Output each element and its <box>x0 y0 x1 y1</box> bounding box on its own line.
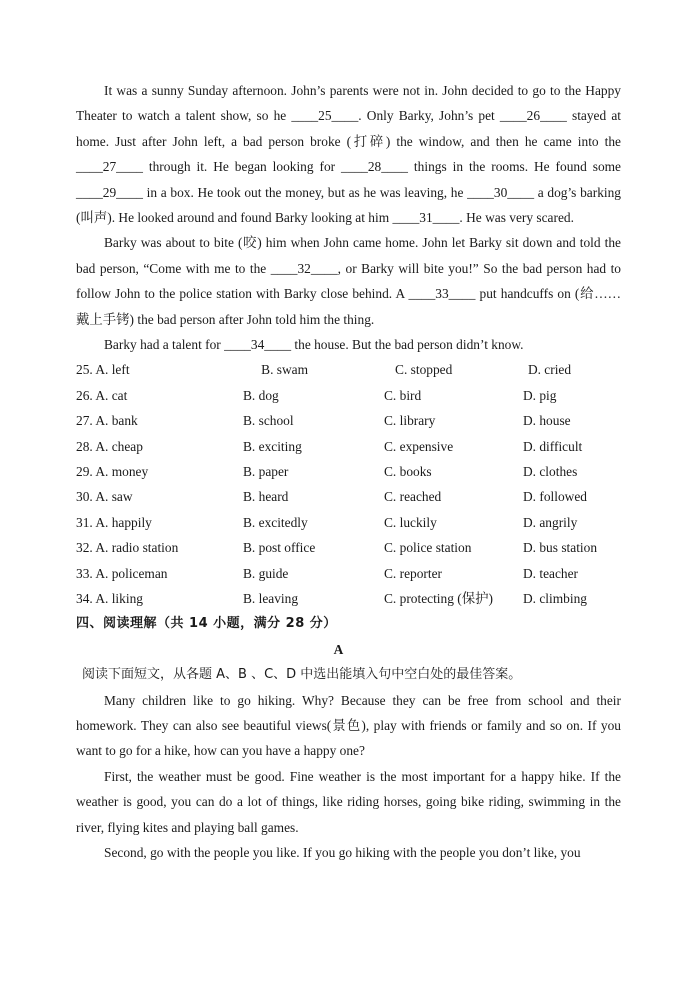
section-instruction: 阅读下面短文，从各题 A、B 、C、D 中选出能填入句中空白处的最佳答案。 <box>82 667 522 683</box>
option-a: 27. A. bank <box>76 413 138 429</box>
option-d: D. difficult <box>523 438 583 454</box>
options-row-31 <box>76 510 621 535</box>
option-b: B. school <box>243 413 294 429</box>
option-a: 31. A. happily <box>76 514 152 530</box>
option-c: C. books <box>384 464 432 480</box>
options-row-32 <box>76 535 621 560</box>
reading-paragraph-1: Many children like to go hiking. Why? Because they can be free from school and their homework. They can also see beautiful views(景色), play with friends or family and so on. If you want to go for a hike, how can you have a happy one? <box>76 692 621 759</box>
reading-paragraph-2: First, the weather must be good. Fine weather is the most important for a happy hike. If the weather is good, you can do a lot of things, like riding horses, going bike riding, swimming in the river, flying kites and playing ball games. <box>76 768 621 835</box>
option-a: 28. A. cheap <box>76 438 143 454</box>
reading-paragraph-3: Second, go with the people you like. If you go hiking with the people you don’t like, you <box>104 844 581 860</box>
passage-label: A <box>333 641 344 657</box>
option-c: C. stopped <box>395 362 453 378</box>
option-c: C. luckily <box>384 514 437 530</box>
option-d: D. bus station <box>523 540 598 556</box>
option-c: C. protecting (保护) <box>384 590 493 606</box>
options-row-29 <box>76 459 621 484</box>
options-row-30 <box>76 484 621 509</box>
option-d: D. house <box>523 413 571 429</box>
option-b: B. guide <box>243 565 289 581</box>
option-b: B. swam <box>261 362 309 378</box>
option-b: B. dog <box>243 387 279 403</box>
options-row-26 <box>76 383 621 408</box>
option-b: B. leaving <box>243 590 299 606</box>
option-a: 34. A. liking <box>76 590 143 606</box>
option-d: D. followed <box>523 489 587 505</box>
option-c: C. reached <box>384 489 442 505</box>
option-b: B. paper <box>243 464 289 480</box>
option-a: 32. A. radio station <box>76 540 179 556</box>
options-row-25 <box>76 357 621 382</box>
option-d: D. climbing <box>523 590 587 606</box>
options-row-34 <box>76 586 621 611</box>
options-list <box>76 357 621 611</box>
cloze-paragraph-3: Barky had a talent for ____34____ the house. But the bad person didn’t know. <box>104 337 524 353</box>
option-a: 29. A. money <box>76 464 149 480</box>
options-row-33 <box>76 561 621 586</box>
option-a: 25. A. left <box>76 362 130 378</box>
option-b: B. excitedly <box>243 514 308 530</box>
option-c: C. library <box>384 413 436 429</box>
option-c: C. bird <box>384 387 422 403</box>
options-row-28 <box>76 434 621 459</box>
option-a: 33. A. policeman <box>76 565 168 581</box>
option-d: D. angrily <box>523 514 578 530</box>
option-c: C. reporter <box>384 565 443 581</box>
option-d: D. cried <box>527 362 572 378</box>
exam-page <box>76 78 621 865</box>
option-a: 26. A. cat <box>76 387 128 403</box>
option-d: D. teacher <box>523 565 579 581</box>
section-title: 四、阅读理解（共 14 小题，满分 28 分） <box>76 616 337 632</box>
option-d: D. pig <box>523 387 557 403</box>
option-c: C. expensive <box>384 438 454 454</box>
options-row-27 <box>76 408 621 433</box>
option-b: B. post office <box>243 540 316 556</box>
option-d: D. clothes <box>523 464 578 480</box>
option-b: B. exciting <box>243 438 302 454</box>
option-b: B. heard <box>243 489 289 505</box>
cloze-paragraph-1: It was a sunny Sunday afternoon. John’s parents were not in. John decided to go to the Happy Theater to watch a talent show, so he ____25____. Only Barky, John’s pet ____26____ stayed at home. Just after John left, a bad person broke (打碎) the window, and then he came into the ____27____ through it. He began looking for ____28____ things in the rooms. He found some ____29____ in a box. He took out the money, but as he was leaving, he ____30____ a dog’s barking (叫声). He looked around and found Barky looking at him ____31____. He was very scared. <box>76 83 621 226</box>
option-a: 30. A. saw <box>76 489 133 505</box>
cloze-paragraph-2: Barky was about to bite (咬) him when John came home. John let Barky sit down and told the bad person, “Come with me to the ____32____, or Barky will bite you!” So the bad person had to follow John to the police station with Barky close behind. A ____33____ put handcuffs on (给……戴上手铐) the bad person after John told him the thing. <box>76 235 621 327</box>
option-c: C. police station <box>384 540 472 556</box>
